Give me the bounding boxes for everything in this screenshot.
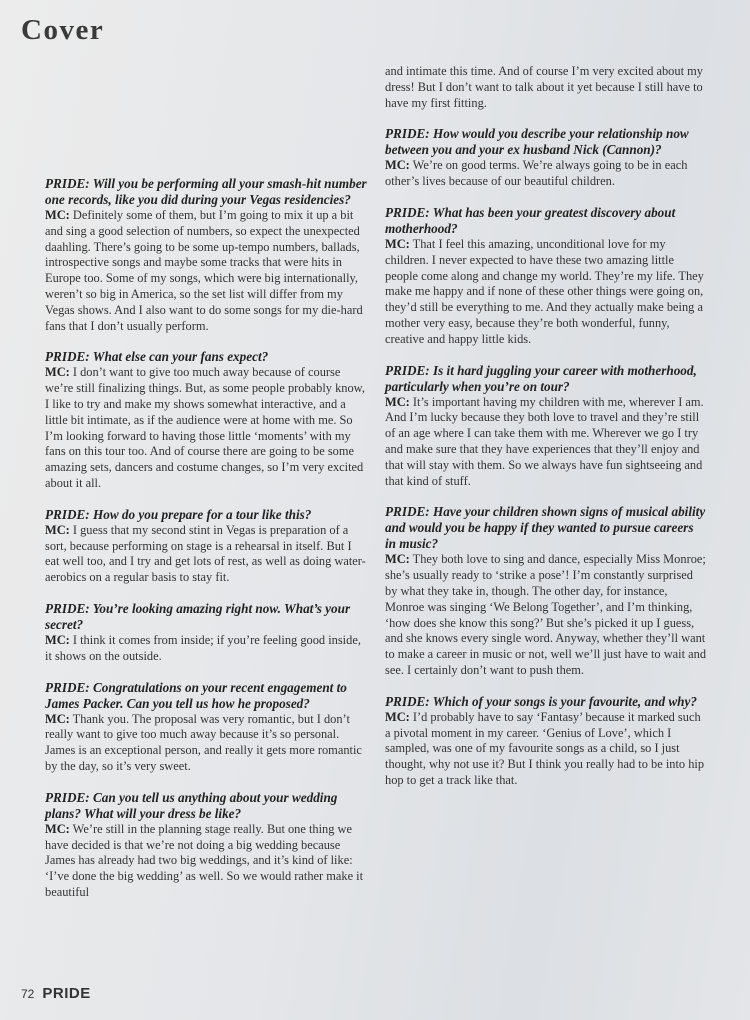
qa-block bbox=[385, 205, 707, 348]
answer bbox=[385, 710, 707, 789]
left-column bbox=[45, 176, 367, 916]
qa-block bbox=[45, 680, 367, 775]
answer bbox=[45, 208, 367, 334]
speaker-label: MC: bbox=[45, 365, 70, 380]
speaker-label: MC: bbox=[385, 709, 410, 724]
magazine-logo: PRIDE bbox=[42, 985, 91, 1002]
qa-block bbox=[45, 601, 367, 665]
answer bbox=[45, 523, 367, 586]
qa-block bbox=[45, 507, 367, 586]
answer-text: It’s important having my children with me, wherever I am. And I’m lucky because they both love to travel and they’re still of an age where I can take them with me. Wherever we go I try and make sure that they have experiences that they’ll enjoy and that will stay with them. So we always have fun sightseeing and that kind of stuff. bbox=[385, 394, 704, 488]
answer bbox=[45, 633, 367, 665]
answer bbox=[385, 395, 707, 490]
speaker-label: MC: bbox=[45, 821, 70, 836]
speaker-label: MC: bbox=[45, 208, 70, 222]
continued-text: and intimate this time. And of course I’m very excited about my dress! But I don’t want to talk about it yet because I still have to have my first fitting. bbox=[385, 64, 703, 110]
section-title: Cover bbox=[21, 14, 105, 46]
answer bbox=[385, 237, 707, 348]
continued-block bbox=[385, 64, 707, 111]
answer-text: That I feel this amazing, unconditional love for my children. I never expected to have these two amazing little people come along and change my world. They’re my life. They make me happy and if none of these other things were going on, they’d still be everything to me. And they actually make being a mother very easy, because they’re both wonderful, funny, creative and happy little kids. bbox=[385, 236, 704, 346]
qa-block bbox=[385, 363, 707, 490]
qa-block bbox=[45, 176, 367, 334]
question: PRIDE: You’re looking amazing right now. What’s your secret? bbox=[45, 600, 351, 632]
question: PRIDE: Which of your songs is your favourite, and why? bbox=[385, 693, 697, 709]
answer-text: Definitely some of them, but I’m going to mix it up a bit and sing a good selection of numbers, so expect the unexpected daahling. There’s going to be some up-tempo numbers, ballads, introspective songs and maybe some tracks that were hits in Europe too. Some of my songs, which were big internationally, weren’t so big in America, so the set list will differ from my Vegas shows. And I also want to do some songs for my die-hard fans that I don’t usually perform. bbox=[45, 208, 363, 333]
answer bbox=[385, 158, 707, 190]
answer-text: Thank you. The proposal was very romantic, but I don’t really want to give too much away because it’s so personal. James is an exceptional person, and really it gets more romantic by the day, so it’s very sweet. bbox=[45, 711, 362, 773]
right-column bbox=[385, 64, 707, 804]
speaker-label: MC: bbox=[45, 711, 70, 726]
answer-text: We’re still in the planning stage really. But one thing we have decided is that we’re not doing a big wedding because James has already had two big weddings, and it’s kind of like: ‘I’ve done the big wedding’ as well. So we would rather make it beautiful bbox=[45, 821, 364, 899]
answer-text: I guess that my second stint in Vegas is preparation of a sort, because performing on stage is a rehearsal in itself. But I eat well too, and I try and get lots of rest, as well as doing water-aerobics on a regular basis to stay fit. bbox=[45, 522, 366, 585]
answer-text: I’d probably have to say ‘Fantasy’ because it marked such a pivotal moment in my career. ‘Genius of Love’, which I sampled, was one of my favourite songs as a child, so I just thought, why not use it? But I think you really had to be into hip hop to get a track like that. bbox=[385, 709, 705, 787]
question: PRIDE: Have your children shown signs of musical ability and would you be happy if they wanted to pursue careers in music? bbox=[385, 504, 706, 552]
speaker-label: MC: bbox=[45, 632, 70, 647]
answer-text: We’re on good terms. We’re always going to be in each other’s lives because of our beautiful children. bbox=[385, 158, 688, 189]
question: PRIDE: Can you tell us anything about your wedding plans? What will your dress be like? bbox=[45, 789, 338, 821]
answer bbox=[385, 552, 707, 678]
answer-text: I don’t want to give too much away because of course we’re still finalizing things. But, as some people probably know, I like to try and make my shows somewhat interactive, and a little bit intimate, as if the audience were at home with me. So I’m looking forward to having those little ‘moments’ with my fans on this tour too. And of course there are going to be some amazing sets, dancers and costume changes, so I’m very excited about it all. bbox=[45, 365, 365, 490]
answer bbox=[45, 712, 367, 775]
answer-text: They both love to sing and dance, especially Miss Monroe; she’s usually ready to ‘strike a pose’! I’m constantly surprised by what they take in, though. The other day, for instance, Monroe was singing ‘We Belong Together’, and I’m thinking, ‘how does she know this song?’ But she’s picked it up I guess, and she knows every single word. Anyway, whether they’ll want to make a career in music or not, well we’ll just have to wait and see. I certainly don’t want to push them. bbox=[385, 552, 707, 677]
speaker-label: MC: bbox=[45, 522, 70, 537]
qa-block bbox=[385, 504, 707, 678]
answer bbox=[45, 822, 367, 901]
qa-block bbox=[385, 694, 707, 789]
speaker-label: MC: bbox=[385, 158, 410, 173]
page-footer bbox=[21, 985, 91, 1002]
question: PRIDE: Is it hard juggling your career with motherhood, particularly when you’re on tour? bbox=[385, 362, 697, 394]
question: PRIDE: Congratulations on your recent engagement to James Packer. Can you tell us how he proposed? bbox=[45, 679, 347, 711]
qa-block bbox=[45, 790, 367, 901]
question: PRIDE: How would you describe your relationship now between you and your ex husband Nick (Cannon)? bbox=[385, 126, 689, 158]
question: PRIDE: Will you be performing all your smash-hit number one records, like you did during your Vegas residencies? bbox=[45, 176, 367, 207]
speaker-label: MC: bbox=[385, 236, 410, 251]
question: PRIDE: What has been your greatest discovery about motherhood? bbox=[385, 204, 676, 236]
answer bbox=[45, 365, 367, 491]
page-number: 72 bbox=[21, 987, 35, 1001]
question: PRIDE: How do you prepare for a tour like this? bbox=[45, 506, 312, 522]
question: PRIDE: What else can your fans expect? bbox=[45, 349, 269, 365]
qa-block bbox=[45, 349, 367, 491]
speaker-label: MC: bbox=[385, 394, 410, 409]
answer-text: I think it comes from inside; if you’re feeling good inside, it shows on the outside. bbox=[45, 632, 361, 663]
speaker-label: MC: bbox=[385, 552, 410, 567]
qa-block bbox=[385, 126, 707, 190]
